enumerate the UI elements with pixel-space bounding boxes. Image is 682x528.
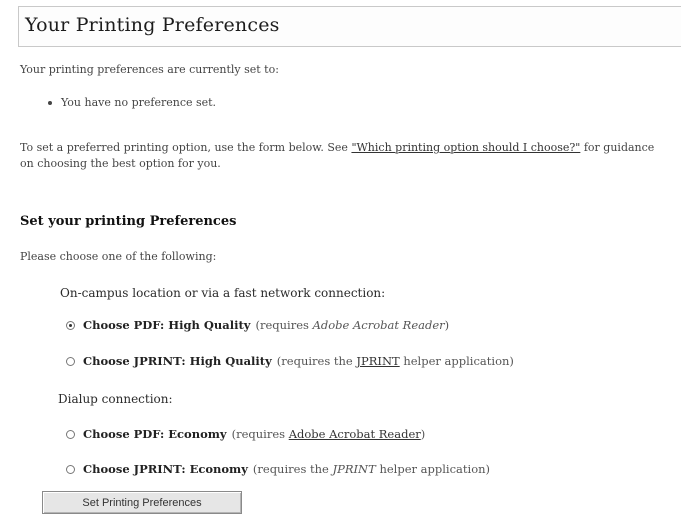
- option-label: Choose PDF: High Quality: [83, 318, 251, 332]
- option-label: Choose JPRINT: High Quality: [83, 354, 272, 368]
- requirement-app: Adobe Acrobat Reader: [312, 318, 445, 332]
- option-requirement: (requires the JPRINT helper application): [252, 462, 491, 476]
- bullet-icon: [48, 101, 52, 105]
- set-printing-preferences-button[interactable]: Set Printing Preferences: [42, 491, 242, 514]
- radio-pdf-high-quality[interactable]: [66, 321, 75, 330]
- intro-paragraph: [20, 140, 654, 155]
- radio-jprint-high-quality[interactable]: [66, 357, 75, 366]
- option-label: Choose JPRINT: Economy: [83, 462, 248, 476]
- title-bar: [18, 6, 681, 47]
- option-jprint-economy[interactable]: [66, 462, 490, 476]
- option-pdf-economy[interactable]: [66, 427, 425, 441]
- option-pdf-high-quality[interactable]: [66, 318, 449, 332]
- section-title: Set your printing Preferences: [20, 214, 237, 229]
- option-label: Choose PDF: Economy: [83, 427, 227, 441]
- option-requirement: (requires Adobe Acrobat Reader): [231, 427, 426, 441]
- option-jprint-high-quality[interactable]: [66, 354, 514, 368]
- group-label-dialup: Dialup connection:: [58, 392, 173, 406]
- requirement-app: JPRINT: [332, 462, 376, 476]
- radio-pdf-economy[interactable]: [66, 430, 75, 439]
- intro-paragraph-line2: on choosing the best option for you.: [20, 157, 221, 170]
- page-title: Your Printing Preferences: [25, 14, 280, 36]
- current-preference-value: You have no preference set.: [61, 96, 217, 109]
- acrobat-reader-link[interactable]: Adobe Acrobat Reader: [288, 427, 421, 441]
- which-option-link[interactable]: "Which printing option should I choose?": [351, 141, 581, 154]
- radio-jprint-economy[interactable]: [66, 465, 75, 474]
- option-requirement: (requires the JPRINT helper application): [276, 354, 514, 368]
- current-preferences-text: Your printing preferences are currently set to:: [20, 63, 279, 76]
- instruction-text: Please choose one of the following:: [20, 250, 217, 263]
- group-label-campus: On-campus location or via a fast network connection:: [60, 286, 386, 300]
- intro-text-tail: for guidance: [580, 141, 655, 154]
- option-requirement: (requires Adobe Acrobat Reader): [255, 318, 450, 332]
- current-preference-item: [48, 96, 216, 109]
- jprint-link[interactable]: JPRINT: [356, 354, 400, 368]
- intro-text: To set a preferred printing option, use the form below. See: [20, 141, 352, 154]
